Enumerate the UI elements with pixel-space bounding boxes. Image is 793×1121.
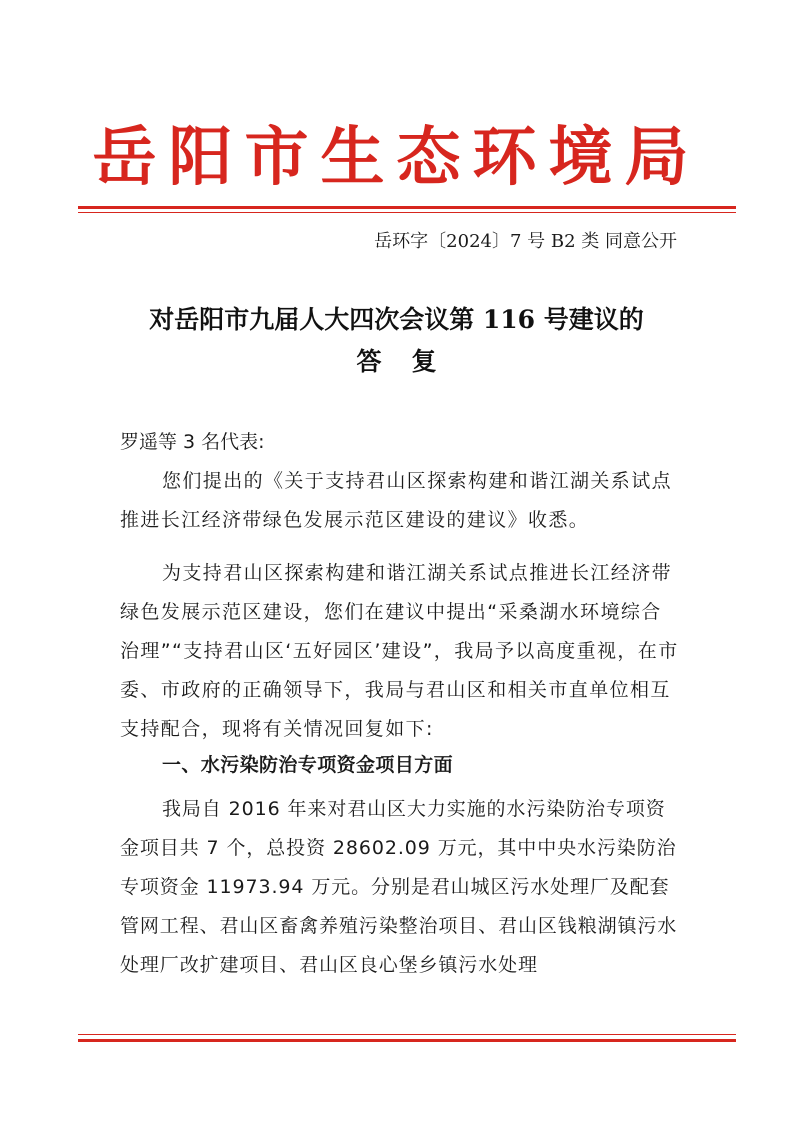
paragraph-2: 为支持君山区探索构建和谐江湖关系试点推进长江经济带绿色发展示范区建设，您们在建议中提出“采桑湖水环境综合治理”“支持君山区‘五好园区’建设”，我局予以高度重视，在市委、市政府的正确领导下，我局与君山区和相关市直单位相互支持配合，现将有关情况回复如下:: [120, 562, 679, 740]
paragraph-3: 我局自 2016 年来对君山区大力实施的水污染防治专项资金项目共 7 个，总投资 28602.09 万元，其中中央水污染防治专项资金 11973.94 万元。分别是君山城区污水处理厂及配套管网工程、君山区畜禽养殖污染整治项目、君山区钱粮湖镇污水处理厂改扩建项目、君山区良心堡乡镇污水处理: [120, 798, 678, 976]
document-title-line1: 对岳阳市九届人大四次会议第 116 号建议的: [149, 305, 644, 334]
header-rule-thin: [78, 212, 736, 213]
section-heading-1: 一、水污染防治专项资金项目方面: [162, 754, 454, 776]
footer-rule-thin: [78, 1034, 736, 1035]
agency-title: 岳阳市生态环境局: [92, 120, 701, 195]
document-number: 岳环字〔2024〕7 号 B2 类 同意公开: [374, 231, 677, 252]
paragraph-1: 您们提出的《关于支持君山区探索构建和谐江湖关系试点推进长江经济带绿色发展示范区建设的建议》收悉。: [120, 470, 673, 531]
header-rule-thick: [78, 206, 736, 209]
footer-rule-thick: [78, 1039, 736, 1042]
salutation: 罗遥等 3 名代表:: [120, 431, 265, 453]
document-title-line2: 答复: [356, 347, 467, 376]
